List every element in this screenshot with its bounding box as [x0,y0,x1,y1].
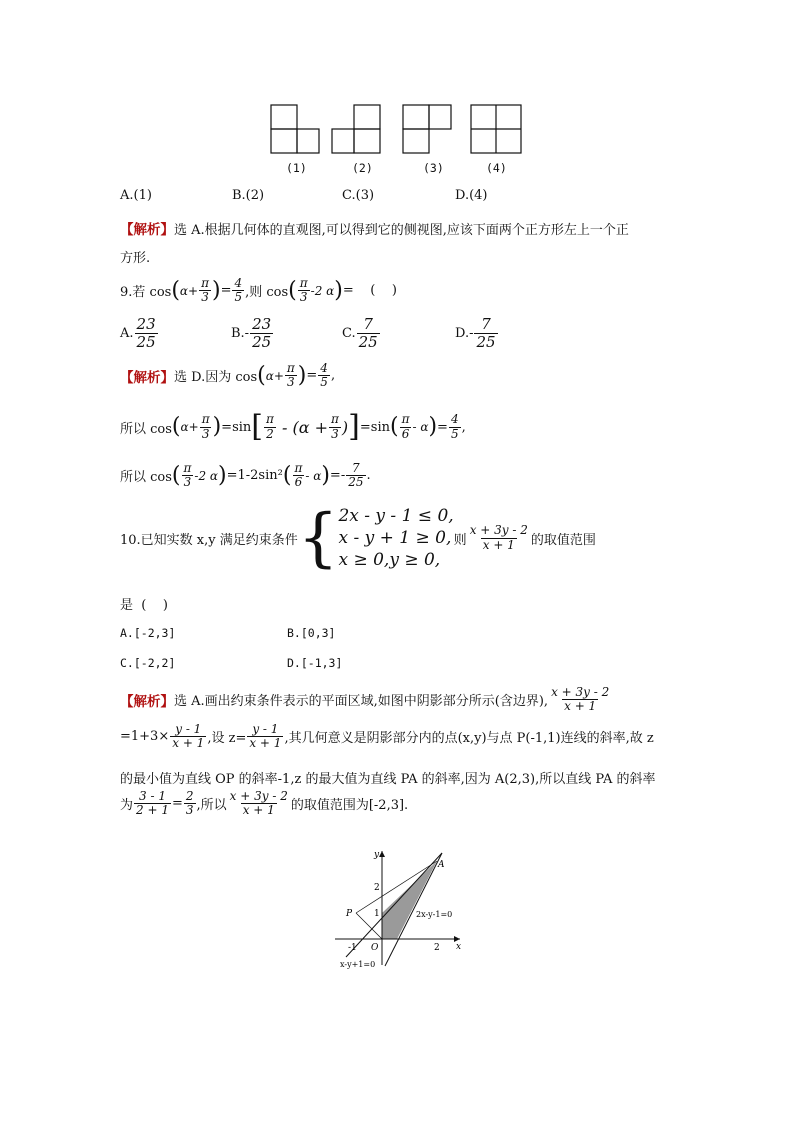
view-1-shape [271,105,319,153]
q10-option-b: B.[0,3] [287,626,336,640]
bracket-open: [ [251,409,263,444]
line1-label: 2x-y-1=0 [416,910,453,919]
pi-over-3-b: $\frac{\pi}{3}$ [299,276,308,305]
q10-analysis-line1: 【解析】 选 A.画出约束条件表示的平面区域,如图中阴影部分所示(含边界), $\frac{x + 3y - 2}{x + 1}$ [120,685,610,714]
q9-option-a: A. $\frac{23}{25}$ [120,315,156,351]
q8-option-a: A.(1) [120,188,152,203]
y-axis-arrow-icon [379,851,385,857]
bracket-close: ] [348,409,360,444]
q10-option-c: C.[-2,2] [120,656,176,670]
origin-label: O [371,943,379,953]
brace-icon: { [297,501,339,575]
view-2-shape [332,105,380,153]
tick-x-2: 2 [434,943,440,953]
point-P-label: P [346,909,353,919]
q9-analysis-line2: 所以 cos ( α + $\frac{\pi}{3}$ ) =sin [ $\frac{\pi}{2}$ - (α + $\frac{\pi}{3}$ ) ] =sin ( $\frac{\pi}{6}$ - α ) = $\frac{4}{5}$ , [120,409,466,444]
paren-open: ( [171,277,180,303]
plus-sign: + [188,283,199,298]
line2-label: x-y+1=0 [340,960,376,969]
q9-option-b: B.- $\frac{23}{25}$ [231,315,272,351]
constraint-2: x - y + 1 ≥ 0, [338,528,452,548]
q10-analysis-line2: =1+3× $\frac{y - 1}{x + 1}$ ,设 z= $\frac{y - 1}{x + 1}$ ,其几何意义是阴影部分内的点(x,y)与点 P(-1,1)连线的斜率,故 z [120,722,654,751]
q8-option-b: B.(2) [232,188,265,203]
q8-option-c: C.(3) [342,188,375,203]
tick-y-1: 1 [374,909,380,919]
q10-option-d: D.[-1,3] [287,656,343,670]
region-graph [330,845,470,970]
view-label-3: (3) [423,161,444,175]
tick-y-2: 2 [374,883,380,893]
q9-stem-prefix: 9.若 cos [120,285,172,301]
analysis-tag: 【解析】 [120,693,174,710]
q9-analysis-line3: 所以 cos ( $\frac{\pi}{3}$ -2 α ) =1-2sin² ( $\frac{\pi}{6}$ - α ) =- $\frac{7}{25}$ . [120,461,371,490]
analysis-tag: 【解析】 [120,369,174,386]
q8-analysis-line1: 选 A.根据几何体的直观图,可以得到它的侧视图,应该下面两个正方形左上一个正 [174,223,629,238]
equals-sign: = [220,283,232,299]
view-4-shape [471,105,521,153]
q9-option-d: D.- $\frac{7}{25}$ [455,315,496,351]
point-A-label: A [438,860,445,870]
q9-then-cos: ,则 cos [245,285,289,301]
y-axis-label: y [374,850,380,860]
q10-shi: 是 ( ) [120,598,168,613]
paren-open-2: ( [288,277,297,303]
frac-23-25-b: $\frac{23}{25}$ [252,315,272,351]
frac-7-25: $\frac{7}{25}$ [358,315,378,351]
q8-analysis [120,218,629,238]
paren-close: ) [211,277,221,303]
q10-stem: 10.已知实数 x,y 满足约束条件 { 2x - y - 1 ≤ 0, x - y + 1 ≥ 0, x ≥ 0,y ≥ 0, 则 $\frac{x + 3y - 2}{x + 1}$ 的取值范围 [120,501,596,575]
frac-7-25-b: $\frac{7}{25}$ [476,315,496,351]
q10-stem-prefix: 10.已知实数 x,y 满足约束条件 [120,532,298,548]
alpha-symbol: α [179,283,189,298]
q9-stem [120,277,397,304]
view-label-2: (2) [352,161,373,175]
q10-option-a: A.[-2,3] [120,626,176,640]
tick-x-minus1: -1 [348,943,357,953]
q10-analysis-line4: 为 $\frac{3 - 1}{2 + 1}$ = $\frac{2}{3}$ ,所以 $\frac{x + 3y - 2}{x + 1}$ 的取值范围为[-2,3]. [120,789,409,818]
constraint-system [338,505,453,571]
constraint-1: 2x - y - 1 ≤ 0, [338,506,454,526]
x-axis-label: x [456,942,462,952]
paren-close-2: ) [334,277,343,303]
view-3-shape [403,105,451,153]
view-label-4: (4) [486,161,507,175]
frac-23-25: $\frac{23}{25}$ [136,315,156,351]
analysis-tag: 【解析】 [120,222,174,238]
pi-over-3: $\frac{\pi}{3}$ [201,276,209,305]
region-graph-svg [330,845,470,970]
q9-analysis-line1: 【解析】 选 D.因为 cos ( α + $\frac{\pi}{3}$ ) = $\frac{4}{5}$ , [120,361,336,390]
target-expression: $\frac{x + 3y - 2}{x + 1}$ [469,523,528,552]
q8-option-d: D.(4) [455,188,488,203]
constraint-3: x ≥ 0,y ≥ 0, [338,550,441,570]
four-fifths: $\frac{4}{5}$ [234,276,243,305]
minus-two-alpha: -2 α [310,283,335,298]
q8-analysis-line2: 方形. [120,251,151,266]
view-label-1: (1) [286,161,307,175]
q10-analysis-line3: 的最小值为直线 OP 的斜率-1,z 的最大值为直线 PA 的斜率,因为 A(2,3),所以直线 PA 的斜率 [120,772,656,787]
line-x-y+1 [346,853,442,957]
shaded-region [382,861,437,939]
q9-blank: = ( ) [342,283,397,299]
q9-option-c: C. $\frac{7}{25}$ [342,315,378,351]
